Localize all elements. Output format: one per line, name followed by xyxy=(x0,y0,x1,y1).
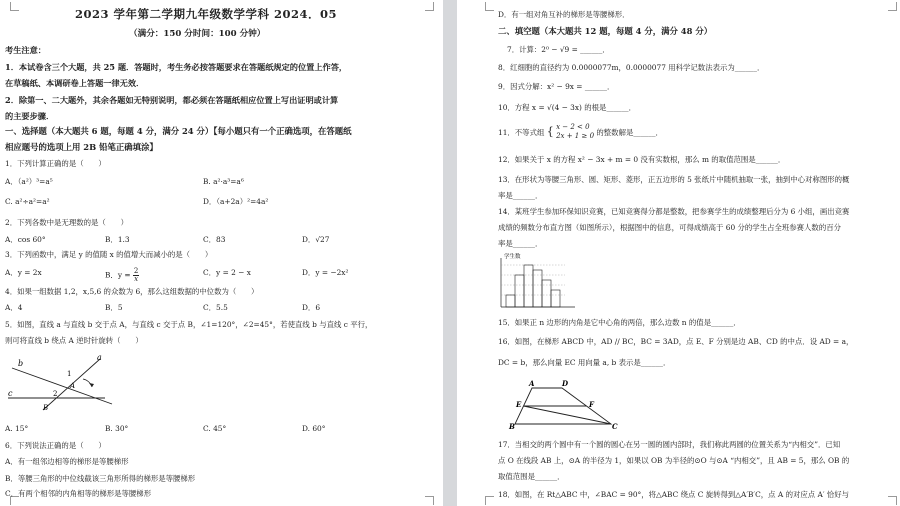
histogram-y-label: 学生数 xyxy=(504,254,521,260)
line-b xyxy=(12,368,112,404)
q3-option-b-prefix: B．y = xyxy=(105,270,131,280)
q2-option-d: D．√27 xyxy=(302,235,330,244)
q3-option-b xyxy=(105,268,139,283)
q3-fraction xyxy=(133,268,139,283)
q11-inequalities xyxy=(556,123,594,141)
q6-option-d: D．有一组对角互补的梯形是等腰梯形． xyxy=(498,10,630,19)
label-c: c xyxy=(8,389,13,398)
crop-mark xyxy=(425,2,434,11)
q4-option-a: A．4 xyxy=(5,303,23,312)
q1-option-c: C. a²÷a²=a² xyxy=(5,197,50,206)
label-angle-1: 1 xyxy=(67,370,72,378)
section-1-heading-b: 相应题号的选项上用 2B 铅笔正确填涂】 xyxy=(5,142,158,152)
histogram-bar xyxy=(533,270,542,307)
crop-mark xyxy=(485,2,494,11)
histogram-bar xyxy=(524,265,533,307)
label-a: a xyxy=(97,353,102,362)
q11-inequality-2: 2x + 1 ≥ 0 xyxy=(556,132,595,140)
question-4: 4．如果一组数据 1,2，x,5,6 的众数为 6，那么这组数据的中位数为（ ） xyxy=(5,287,259,296)
question-12: 12．如果关于 x 的方程 x² − 3x + m = 0 没有实数根，那么 m 的取值范围是______． xyxy=(498,155,786,164)
histogram-bar xyxy=(551,290,560,307)
label-b: b xyxy=(18,359,24,368)
notice-title: 考生注意： xyxy=(5,45,46,55)
q6-option-a: A．有一组邻边相等的梯形是等腰梯形 xyxy=(5,457,129,466)
q6-option-b: B．等腰三角形的中位线截该三角形所得的梯形是等腰梯形 xyxy=(5,474,196,483)
question-7: 7．计算：2⁰ − √9 = ______． xyxy=(507,45,610,54)
q11-brace: { xyxy=(546,125,554,138)
exam-subtitle: （满分：150 分时间：100 分钟） xyxy=(129,29,266,39)
question-6: 6．下列说法正确的是（ ） xyxy=(5,441,106,450)
q2-option-c: C．83 xyxy=(203,235,226,244)
notice-1b: 在草稿纸、本调研卷上答题一律无效． xyxy=(5,78,145,88)
q1-option-b: B. a²·a³=a⁶ xyxy=(203,177,244,186)
q5-option-d: D. 60° xyxy=(302,424,326,433)
section-2-heading: 二、填空题（本大题共 12 题，每题 4 分，满分 48 分） xyxy=(498,26,713,36)
crop-mark xyxy=(888,496,897,505)
label-D: D xyxy=(562,379,569,388)
q4-option-d: D．6 xyxy=(302,303,321,312)
question-15: 15．如果正 n 边形的内角是它中心角的两倍，那么边数 n 的值是______． xyxy=(498,318,741,327)
question-14-line-1: 14．某班学生参加环保知识竞赛，已知竞赛得分都是整数，把参赛学生的成绩整理后分为 6 小组，画出竞赛 xyxy=(498,207,850,216)
segment-EC xyxy=(524,406,612,424)
q5-option-b: B. 30° xyxy=(105,424,129,433)
question-8: 8．红细胞的直径约为 0.0000077m，0.0000077 用科学记数法表示为______． xyxy=(498,63,765,72)
question-14-line-2: 成绩的频数分布直方图（如图所示），根据图中的信息，可得成绩高于 60 分的学生占全班参赛人数的百分 xyxy=(498,223,841,232)
crop-mark xyxy=(10,2,19,11)
question-13-line-2: 率是______． xyxy=(498,191,543,200)
page-2 xyxy=(457,0,900,506)
q6-option-c: C．有两个相邻的内角相等的梯形是等腰梯形 xyxy=(5,489,152,498)
notice-2b: 的主要步骤． xyxy=(5,111,55,121)
histogram-bar xyxy=(542,280,551,307)
q3-fraction-numerator: 2 xyxy=(133,267,139,275)
q3-option-d: D．y = −2x² xyxy=(302,268,349,277)
question-17-line-3: 取值范围是______． xyxy=(498,472,565,481)
question-14-line-3: 率是______． xyxy=(498,239,543,248)
question-17-line-1: 17．当相交的两个圆中有一个圆的圆心在另一圆的圆内部时，我们称此两圆的位置关系为“内相交”．已知 xyxy=(498,440,841,449)
label-A: A xyxy=(529,379,535,388)
rotation-arc xyxy=(83,379,92,387)
q3-option-a: A．y = 2x xyxy=(5,268,42,277)
histogram-bar xyxy=(506,295,515,307)
q3-option-c: C．y = 2 − x xyxy=(203,268,251,277)
q5-option-a: A. 15° xyxy=(5,424,29,433)
label-point-A: A xyxy=(70,382,76,390)
question-5-line-1: 5．如图，直线 a 与直线 b 交于点 A，与直线 c 交于点 B，∠1=120°，∠2=45°，若使直线 b 与直线 c 平行， xyxy=(5,320,373,329)
figure-16-trapezoid xyxy=(507,378,622,430)
q11-prefix: 11．不等式组 xyxy=(498,127,545,137)
notice-2a: 2．除第一、二大题外，其余各题如无特别说明，都必须在答题纸相应位置上写出证明或计算 xyxy=(5,95,339,105)
question-9: 9．因式分解：x² − 9x = ______． xyxy=(498,82,615,91)
label-angle-2: 2 xyxy=(53,390,58,398)
question-1: 1．下列计算正确的是（ ） xyxy=(5,159,106,168)
question-2: 2．下列各数中是无理数的是（ ） xyxy=(5,218,128,227)
question-10: 10．方程 x = √(4 − 3x) 的根是______． xyxy=(498,103,637,112)
question-16-line-2: DC = b，那么向量 EC 用向量 a, b 表示是______． xyxy=(498,358,671,367)
page-1 xyxy=(0,0,443,506)
label-C: C xyxy=(612,422,618,430)
histogram-bar xyxy=(515,275,524,307)
label-B: B xyxy=(509,422,515,430)
question-3: 3．下列函数中，满足 y 的值随 x 的值增大而减小的是（ ） xyxy=(5,250,213,259)
q3-fraction-denominator: x xyxy=(134,275,139,283)
q4-option-c: C．5.5 xyxy=(203,303,228,312)
q1-option-a: A．（a²）³=a⁵ xyxy=(5,177,53,186)
q5-option-c: C. 45° xyxy=(203,424,227,433)
question-13-line-1: 13．在形状为等腰三角形、圆、矩形、菱形，正五边形的 5 张纸片中随机抽取一张，抽到中心对称图形的概 xyxy=(498,175,850,184)
figure-5-lines xyxy=(0,352,120,414)
question-18: 18．如图，在 Rt△ABC 中，∠BAC = 90°，将△ABC 绕点 C 旋转得到△A′B′C，点 A 的对应点 A′ 恰好与 xyxy=(498,490,850,499)
label-point-B: B xyxy=(43,404,49,412)
q11-suffix: 的整数解是______． xyxy=(596,127,663,137)
label-F: F xyxy=(589,400,594,409)
crop-mark xyxy=(485,496,494,505)
q2-option-a: A．cos 60° xyxy=(5,235,46,244)
histogram-figure xyxy=(495,250,579,312)
question-11 xyxy=(498,122,663,146)
q4-option-b: B．5 xyxy=(105,303,123,312)
label-E: E xyxy=(516,400,522,409)
section-1-heading-a: 一、选择题（本大题共 6 题，每题 4 分，满分 24 分）【每小题只有一个正确选项，在答题纸 xyxy=(5,126,352,136)
notice-1a: 1．本试卷含三个大题，共 25 题．答题时，考生务必按答题要求在答题纸规定的位置上作答， xyxy=(5,62,348,72)
crop-mark xyxy=(888,2,897,11)
q11-inequality-1: x − 2 < 0 xyxy=(556,123,590,131)
question-16-line-1: 16．如图，在梯形 ABCD 中，AD // BC，BC = 3AD，点 E、F 分别是边 AB、CD 的中点．设 AD = a， xyxy=(498,337,854,346)
exam-title: 2023 学年第二学期九年级数学学科 2024．05 xyxy=(75,7,338,21)
question-17-line-2: 点 O 在线段 AB 上，⊙A 的半径为 1，如果以 OB 为半径的⊙O 与⊙A “内相交”，且 AB = 5，那么 OB 的 xyxy=(498,456,850,465)
q1-option-d: D．（a+2a）²=4a² xyxy=(203,197,269,206)
page-gap xyxy=(443,0,457,506)
question-5-line-2: 则可将直线 b 绕点 A 逆时针旋转（ ） xyxy=(5,336,143,345)
q2-option-b: B．1.3 xyxy=(105,235,130,244)
crop-mark xyxy=(425,496,434,505)
